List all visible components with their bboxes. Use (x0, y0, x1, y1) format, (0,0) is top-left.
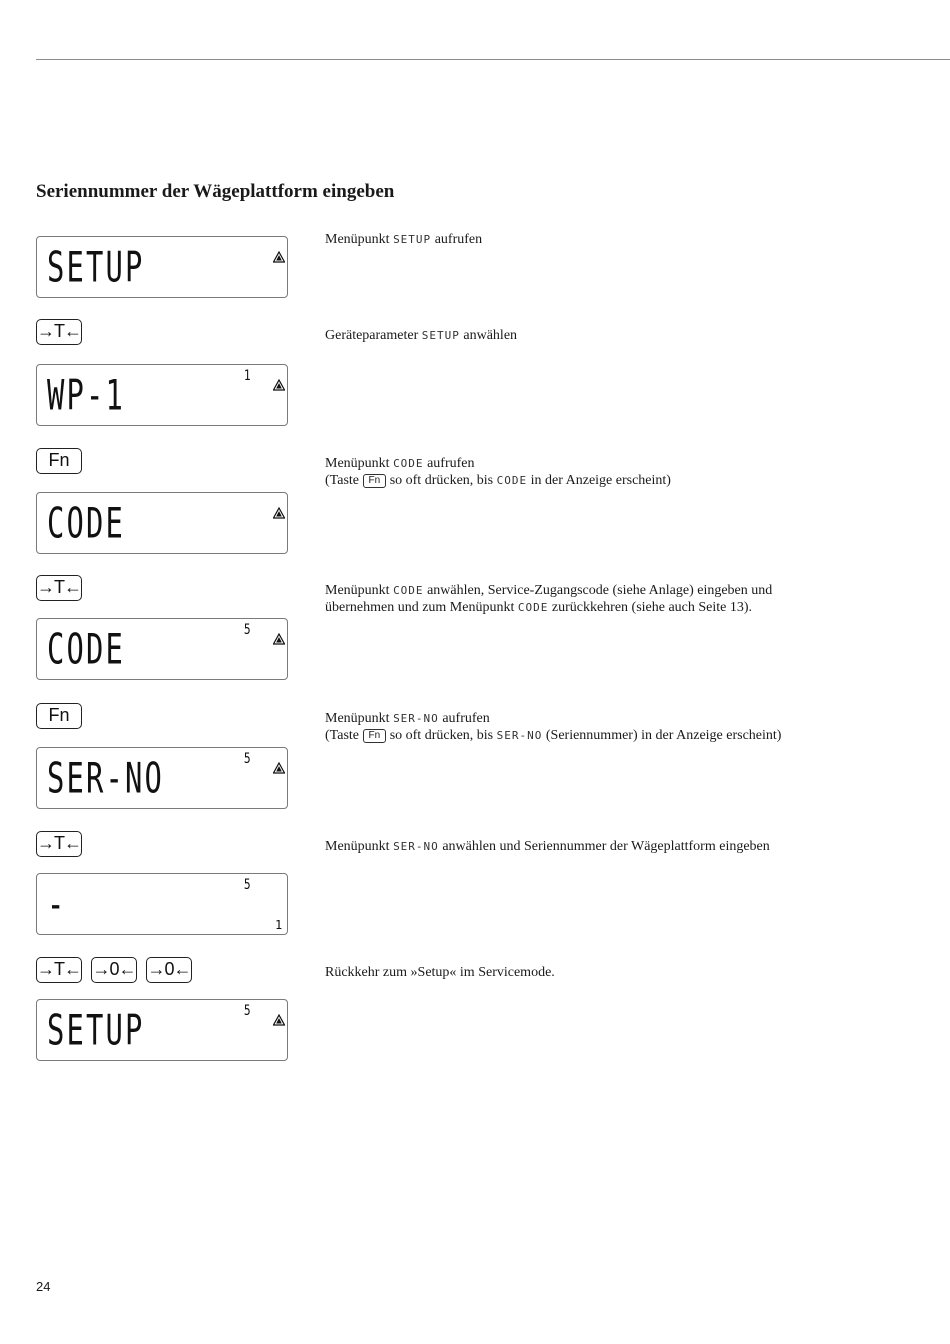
lcd-text: SETUP (47, 243, 145, 293)
warning-triangle-icon (273, 633, 285, 645)
instruction-3: Menüpunkt CODE aufrufen (Taste Fn so oft drücken, bis CODE in der Anzeige erscheint) (325, 456, 671, 488)
fn-key[interactable]: Fn (36, 448, 82, 474)
lcd-digit: 1 (243, 368, 251, 384)
lcd-display-code-5 (36, 618, 288, 680)
warning-triangle-icon (273, 762, 285, 774)
lcd-display-setup-5 (36, 999, 288, 1061)
lcd-text: SER-NO (47, 754, 164, 804)
warning-triangle-icon (273, 1014, 285, 1026)
instruction-2: Geräteparameter SETUP anwählen (325, 328, 518, 343)
instruction-7: Rückkehr zum »Setup« im Servicemode. (325, 965, 555, 980)
tare-key[interactable]: →T← (36, 575, 82, 601)
page-number: 24 (36, 1279, 51, 1294)
lcd-text: WP-1 (47, 371, 125, 421)
lcd-digit: 5 (243, 751, 251, 767)
lcd-text: SETUP (47, 1006, 145, 1056)
lcd-text: - (47, 880, 67, 930)
lcd-display-wp1 (36, 364, 288, 426)
lcd-digit: 5 (243, 622, 251, 638)
lcd-text: CODE (47, 625, 125, 675)
tare-key[interactable]: →T← (36, 831, 82, 857)
page-title: Seriennummer der Wägeplattform eingeben (36, 181, 395, 202)
warning-triangle-icon (273, 507, 285, 519)
instruction-6: Menüpunkt SER-NO anwählen und Seriennummer der Wägeplattform eingeben (325, 839, 770, 854)
lcd-display-setup (36, 236, 288, 298)
zero-key[interactable]: →0← (91, 957, 137, 983)
fn-key-inline: Fn (363, 729, 387, 743)
instruction-4: Menüpunkt CODE anwählen, Service-Zugangscode (siehe Anlage) eingeben und übernehmen und zum Menüpunkt CODE zurückkehren (siehe auch Seite 13). (325, 583, 773, 615)
fn-key-inline: Fn (363, 474, 387, 488)
instruction-1: Menüpunkt SETUP aufrufen (325, 232, 483, 247)
warning-triangle-icon (273, 379, 285, 391)
lcd-digit: 5 (243, 877, 251, 893)
fn-key[interactable]: Fn (36, 703, 82, 729)
tare-key[interactable]: →T← (36, 319, 82, 345)
top-rule (36, 59, 950, 60)
lcd-cursor-position: 1 (275, 918, 283, 932)
lcd-display-entry (36, 873, 288, 935)
instruction-5: Menüpunkt SER-NO aufrufen (Taste Fn so oft drücken, bis SER-NO (Seriennummer) in der Anzeige erscheint) (325, 711, 782, 743)
zero-key[interactable]: →0← (146, 957, 192, 983)
lcd-display-code (36, 492, 288, 554)
lcd-text: CODE (47, 499, 125, 549)
warning-triangle-icon (273, 251, 285, 263)
lcd-display-ser-no (36, 747, 288, 809)
lcd-digit: 5 (243, 1003, 251, 1019)
tare-key[interactable]: →T← (36, 957, 82, 983)
